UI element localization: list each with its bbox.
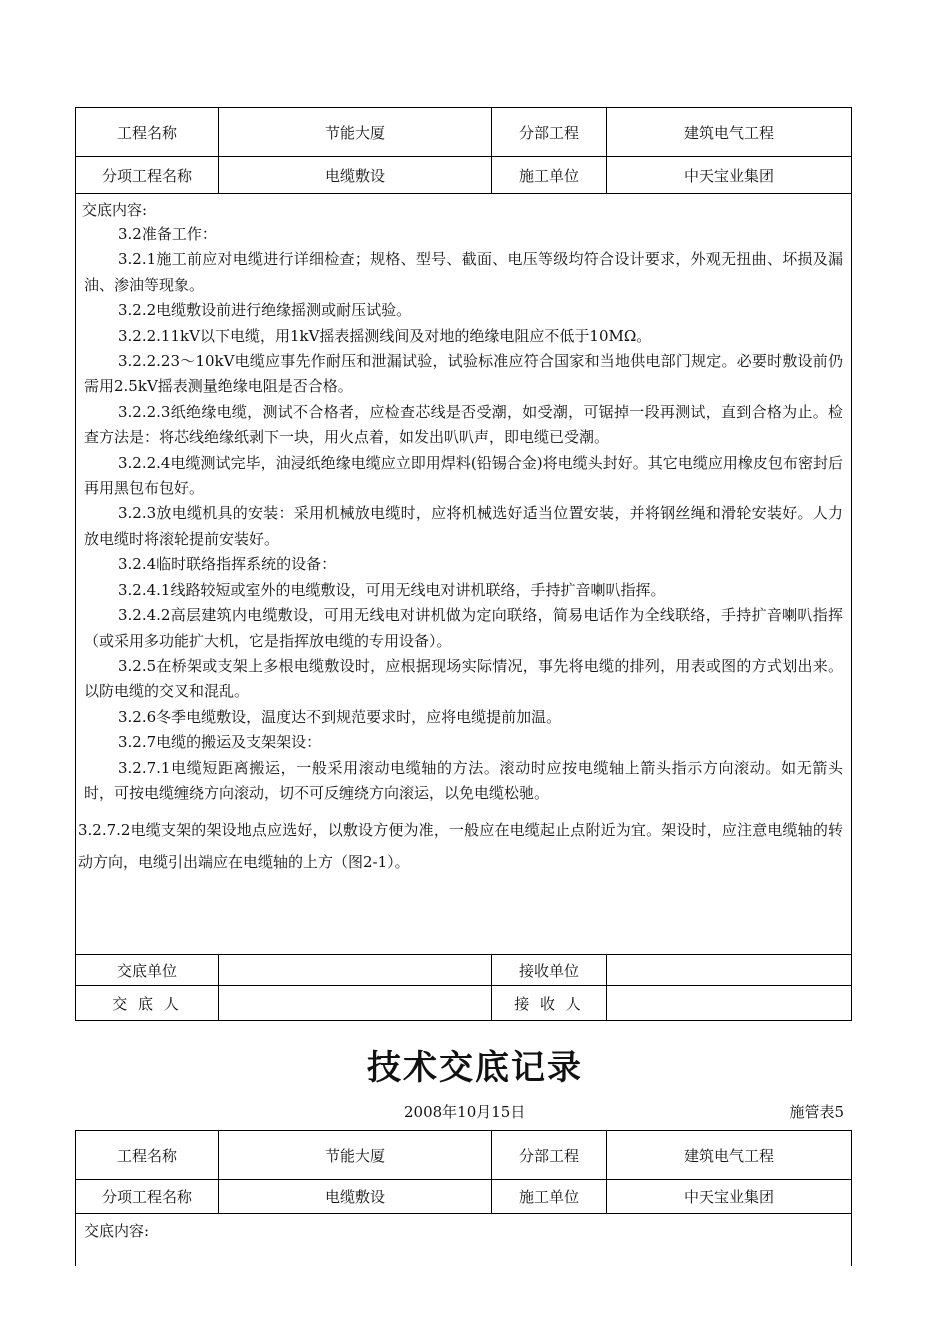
paragraph: 3.2准备工作： bbox=[118, 225, 217, 243]
label-receiving-unit: 接收单位 bbox=[492, 955, 607, 986]
content-cell bbox=[76, 194, 852, 955]
value-receiving-unit bbox=[607, 955, 852, 986]
value-project-name: 节能大厦 bbox=[219, 108, 492, 157]
header-row-2 bbox=[76, 157, 852, 194]
value-receiver bbox=[607, 986, 852, 1021]
value-division: 建筑电气工程 bbox=[607, 1131, 852, 1180]
document-date: 2008年10月15日 bbox=[404, 1103, 526, 1121]
value-disclosing-unit bbox=[219, 955, 492, 986]
label-project-name: 工程名称 bbox=[76, 108, 219, 157]
value-discloser bbox=[219, 986, 492, 1021]
label-subitem-name: 分项工程名称 bbox=[76, 1180, 219, 1214]
paragraph: 3.2.4临时联络指挥系统的设备： bbox=[118, 555, 337, 574]
label-division: 分部工程 bbox=[492, 1131, 607, 1180]
paragraph: 3.2.2.23～10kV电缆应事先作耐压和泄漏试验，试验标准应符合国家和当地供电部门规定。必要时敷设前仍需用2.5kV摇表测量绝缘电阻是否合格。 bbox=[84, 352, 843, 396]
paragraph: 3.2.3放电缆机具的安装：采用机械放电缆时，应将机械选好适当位置安装，并将钢丝绳和滑轮安装好。人力放电缆时将滚轮提前安装好。 bbox=[84, 504, 843, 548]
document-title: 技术交底记录 bbox=[367, 1048, 583, 1088]
header-row-1 bbox=[76, 108, 852, 157]
paragraph: 3.2.1施工前应对电缆进行详细检查；规格、型号、截面、电压等级均符合设计要求，外观无扭曲、坏损及漏油、渗油等现象。 bbox=[84, 250, 843, 294]
label-contractor: 施工单位 bbox=[492, 157, 607, 194]
paragraph: 3.2.4.2高层建筑内电缆敷设，可用无线电对讲机做为定向联络，简易电话作为全线联络，手持扩音喇叭指挥（或采用多功能扩大机，它是指挥放电缆的专用设备）。 bbox=[84, 606, 843, 650]
content-cell bbox=[76, 1214, 852, 1267]
form-number: 施管表5 bbox=[789, 1103, 844, 1121]
label-disclosing-unit: 交底单位 bbox=[76, 955, 219, 986]
content-row bbox=[76, 1214, 852, 1267]
paragraph: 3.2.2.4电缆测试完毕，油浸纸绝缘电缆应立即用焊料(铅锡合金)将电缆头封好。其它电缆应用橡皮包布密封后再用黑包布包好。 bbox=[84, 453, 843, 498]
paragraph: 3.2.2.11kV以下电缆，用1kV摇表摇测线间及对地的绝缘电阻应不低于10MΩ。 bbox=[118, 326, 652, 345]
value-subitem-name: 电缆敷设 bbox=[219, 157, 492, 194]
disclosure-table-2 bbox=[75, 1130, 852, 1266]
label-division: 分部工程 bbox=[492, 108, 607, 157]
paragraph: 3.2.7.1电缆短距离搬运，一般采用滚动电缆轴的方法。滚动时应按电缆轴上箭头指示方向滚动。如无箭头时，可按电缆缠绕方向滚动，切不可反缠绕方向滚运，以免电缆松驰。 bbox=[84, 758, 843, 802]
paragraph: 3.2.5在桥架或支架上多根电缆敷设时，应根据现场实际情况，事先将电缆的排列，用表或图的方式划出来。以防电缆的交叉和混乱。 bbox=[84, 656, 843, 701]
paragraph: 3.2.2电缆敷设前进行绝缘摇测或耐压试验。 bbox=[118, 301, 412, 320]
label-discloser: 交 底 人 bbox=[76, 986, 219, 1021]
sign-row-2 bbox=[76, 986, 852, 1021]
paragraph: 3.2.2.3纸绝缘电缆，测试不合格者，应检查芯线是否受潮，如受潮，可锯掉一段再测试，直到合格为止。检查方法是：将芯线绝缘纸剥下一块，用火点着，如发出叭叭声，即电缆已受潮。 bbox=[84, 402, 843, 447]
sign-row-1 bbox=[76, 955, 852, 986]
value-contractor: 中天宝业集团 bbox=[607, 1180, 852, 1214]
value-division: 建筑电气工程 bbox=[607, 108, 852, 157]
content-row bbox=[76, 194, 852, 955]
label-contractor: 施工单位 bbox=[492, 1180, 607, 1214]
header-row-1 bbox=[76, 1131, 852, 1180]
label-project-name: 工程名称 bbox=[76, 1131, 219, 1180]
label-subitem-name: 分项工程名称 bbox=[76, 157, 219, 194]
content-label: 交底内容: bbox=[82, 201, 148, 219]
value-subitem-name: 电缆敷设 bbox=[219, 1180, 492, 1214]
value-contractor: 中天宝业集团 bbox=[607, 157, 852, 194]
paragraph: 3.2.4.1线路较短或室外的电缆敷设，可用无线电对讲机联络，手持扩音喇叭指挥。 bbox=[118, 580, 666, 599]
label-receiver: 接 收 人 bbox=[492, 986, 607, 1021]
content-label: 交底内容: bbox=[84, 1222, 150, 1240]
header-row-2 bbox=[76, 1180, 852, 1214]
paragraph: 3.2.7电缆的搬运及支架架设： bbox=[118, 733, 322, 752]
value-project-name: 节能大厦 bbox=[219, 1131, 492, 1180]
paragraph-last: 3.2.7.2电缆支架的架设地点应选好，以敷设方便为准，一般应在电缆起止点附近为宜。架设时，应注意电缆轴的转动方向，电缆引出端应在电缆轴的上方（图2-1）。 bbox=[78, 821, 843, 872]
paragraph: 3.2.6冬季电缆敷设，温度达不到规范要求时，应将电缆提前加温。 bbox=[118, 707, 562, 726]
disclosure-table-1 bbox=[75, 107, 852, 1021]
